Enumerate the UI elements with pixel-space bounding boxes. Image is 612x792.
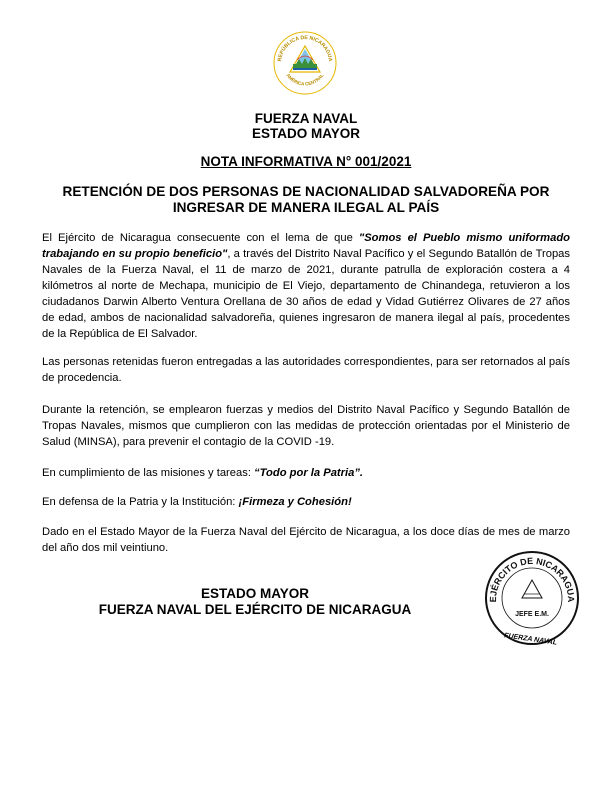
stamp-signature: FUERZA NAVAL bbox=[503, 632, 558, 647]
emblem-text-top: REPÚBLICA DE NICARAGUA bbox=[277, 34, 333, 62]
paragraph-5-motto: ¡Firmeza y Cohesión! bbox=[238, 496, 352, 508]
coat-of-arms-icon bbox=[272, 30, 338, 96]
header-fuerza-naval: FUERZA NAVAL bbox=[254, 111, 358, 126]
paragraph-4-motto: “Todo por la Patria”. bbox=[254, 467, 364, 479]
paragraph-1-rest: , a través del Distrito Naval Pacífico y el Segundo Batallón de Tropas Navales de la Fuerza Naval, el 11 de marzo de 2021, durante patrulla de exploración costera a 4 kilómetros al norte de Mechapa, municipio de El Viejo, departamento de Chinandega, retuvieron a los ciudadanos Darwin Alberto Ventura Orellana de 30 años de edad y Vidad Gutiérrez Olivares de 27 años de edad, ambos de nacionalidad salvadoreña, quienes ingresaron de manera ilegal al país, procedentes de la República de El Salvador. bbox=[42, 248, 570, 340]
footer-estado-mayor: ESTADO MAYOR bbox=[200, 586, 309, 601]
stamp-outer-text: EJÉRCITO DE NICARAGUA bbox=[487, 555, 577, 603]
paragraph-1 bbox=[42, 230, 570, 342]
note-title: NOTA INFORMATIVA N° 001/2021 bbox=[200, 154, 412, 169]
header-estado-mayor: ESTADO MAYOR bbox=[251, 126, 360, 141]
headline-line-2: INGRESAR DE MANERA ILEGAL AL PAÍS bbox=[172, 200, 440, 215]
paragraph-6: Dado en el Estado Mayor de la Fuerza Naval del Ejército de Nicaragua, a los doce días de mes de marzo del año dos mil veintiuno. bbox=[42, 526, 570, 554]
paragraph-4 bbox=[42, 465, 570, 481]
official-stamp-icon bbox=[482, 548, 582, 648]
svg-text:AMÉRICA CENTRAL bbox=[285, 73, 324, 87]
footer-fuerza-naval: FUERZA NAVAL DEL EJÉRCITO DE NICARAGUA bbox=[98, 602, 412, 617]
paragraph-2: Las personas retenidas fueron entregadas a las autoridades correspondientes, para ser retornados al país de procedencia. bbox=[42, 356, 570, 384]
stamp-inner-text: JEFE E.M. bbox=[515, 611, 549, 618]
paragraph-1-intro: El Ejército de Nicaragua consecuente con el lema de que bbox=[42, 232, 359, 244]
paragraph-5-intro: En defensa de la Patria y la Institución: bbox=[42, 496, 239, 508]
emblem-text-bottom: AMÉRICA CENTRAL bbox=[285, 72, 325, 87]
paragraph-3: Durante la retención, se emplearon fuerzas y medios del Distrito Naval Pacífico y Segundo Batallón de Tropas Navales, mismos que cumplieron con las medidas de protección orientadas por el Ministerio de Salud (MINSA), para prevenir el contagio de la COVID -19. bbox=[42, 404, 570, 448]
paragraph-5 bbox=[42, 494, 570, 510]
paragraph-4-intro: En cumplimiento de las misiones y tareas: bbox=[42, 467, 255, 479]
paragraph-1-motto: "Somos el Pueblo mismo uniformado trabajando en su propio beneficio" bbox=[42, 232, 570, 260]
headline-line-1: RETENCIÓN DE DOS PERSONAS DE NACIONALIDAD SALVADOREÑA POR bbox=[62, 184, 550, 199]
